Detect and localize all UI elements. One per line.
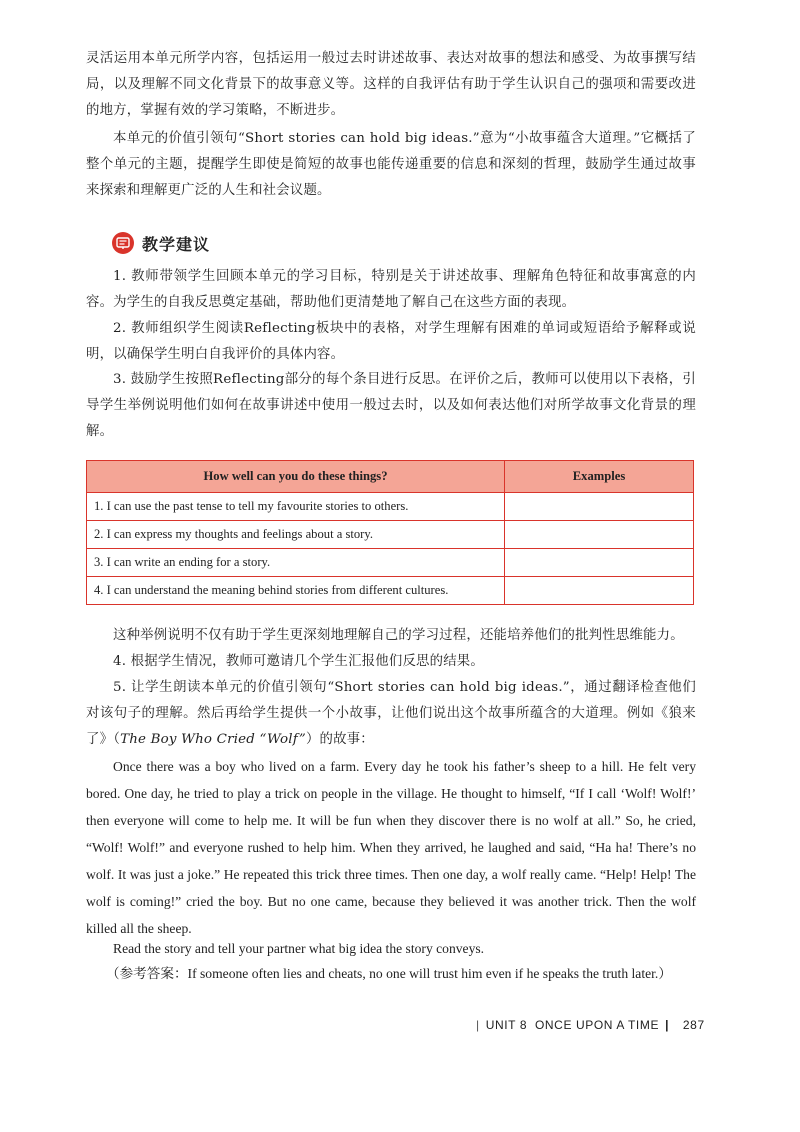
table-row — [87, 521, 694, 549]
suggestion-2: 2. 教师组织学生阅读Reflecting板块中的表格，对学生理解有困难的单词或短语给予解释或说明，以确保学生明白自我评价的具体内容。 — [86, 321, 696, 362]
self-evaluation-table — [86, 460, 694, 605]
table-header-abilities: How well can you do these things? — [87, 461, 505, 493]
footer-unit: UNIT 8 — [485, 1018, 528, 1032]
table-cell-example — [505, 549, 694, 577]
reference-answer: （参考答案：If someone often lies and cheats, no one will trust him even if he speaks the truth later.） — [106, 966, 672, 981]
table-cell-example — [505, 493, 694, 521]
story-title: The Boy Who Cried “Wolf” — [120, 732, 306, 747]
suggestion-5-text: 5. 让学生朗读本单元的价值引领句“Short stories can hold big ideas.”，通过翻译检查他们对该句子的理解。然后再给学生提供一个小故事，让他们说出这个故事所蕴含的大道理。例如《狼来了》（ — [86, 680, 696, 747]
table-header-row — [87, 461, 694, 493]
suggestion-4: 4. 根据学生情况，教师可邀请几个学生汇报他们反思的结果。 — [113, 654, 484, 669]
after-table-paragraph: 这种举例说明不仅有助于学生更深刻地理解自己的学习过程，还能培养他们的批判性思维能力。 — [113, 628, 684, 643]
table-row — [87, 577, 694, 605]
table-cell-ability: 2. I can express my thoughts and feelings about a story. — [87, 521, 505, 549]
table-cell-ability: 3. I can write an ending for a story. — [87, 549, 505, 577]
intro-continuation-paragraph: 灵活运用本单元所学内容，包括运用一般过去时讲述故事、表达对故事的想法和感受、为故事撰写结局，以及理解不同文化背景下的故事意义等。这样的自我评估有助于学生认识自己的强项和需要改进的地方，掌握有效的学习策略，不断进步。 — [86, 51, 696, 118]
suggestion-5-tail: ）的故事： — [305, 732, 374, 747]
table-cell-example — [505, 521, 694, 549]
suggestion-3: 3. 鼓励学生按照Reflecting部分的每个条目进行反思。在评价之后，教师可以使用以下表格，引导学生举例说明他们如何在故事讲述中使用一般过去时，以及如何表达他们对所学故事文化背景的理解。 — [86, 372, 696, 439]
suggestion-1: 1. 教师带领学生回顾本单元的学习目标，特别是关于讲述故事、理解角色特征和故事寓意的内容。为学生的自我反思奠定基础，帮助他们更清楚地了解自己在这些方面的表现。 — [86, 269, 696, 310]
story-text: Once there was a boy who lived on a farm. Every day he took his father’s sheep to a hill. He felt very bored. One day, he tried to play a trick on people in the village. He thought to himself, “If I call ‘Wolf! Wolf!’ then everyone will come to help me. It will be fun when they discover there is no wolf at all.” So, he cried, “Wolf! Wolf!” and everyone rushed to help him. When they arrived, he laughed and said, “Ha ha! There’s no wolf. It was just a joke.” He repeated this trick three times. Then one day, a wolf really came. “Help! Help! The wolf is coming!” cried the boy. But no one came, because they believed it was another trick. Then the wolf killed all the sheep. — [86, 759, 696, 936]
section-title: 教学建议 — [142, 234, 211, 254]
suggestion-5 — [86, 675, 696, 753]
table-row — [87, 549, 694, 577]
page-number: 287 — [682, 1018, 705, 1032]
section-heading — [112, 230, 210, 256]
table-header-examples: Examples — [505, 461, 694, 493]
footer-unit-title: ONCE UPON A TIME — [534, 1018, 660, 1032]
table-row — [87, 493, 694, 521]
teaching-suggestion-icon — [112, 232, 134, 254]
table-cell-ability: 4. I can understand the meaning behind stories from different cultures. — [87, 577, 505, 605]
page-footer: | UNIT 8 ONCE UPON A TIME | 287 — [476, 1018, 705, 1032]
value-quote-paragraph: 本单元的价值引领句“Short stories can hold big ideas.”意为“小故事蕴含大道理。”它概括了整个单元的主题，提醒学生即使是简短的故事也能传递重要的信息和深刻的哲理，鼓励学生通过故事来探索和理解更广泛的人生和社会议题。 — [86, 131, 696, 198]
table-cell-ability: 1. I can use the past tense to tell my favourite stories to others. — [87, 493, 505, 521]
table-cell-example — [505, 577, 694, 605]
story-task: Read the story and tell your partner what big idea the story conveys. — [113, 941, 485, 956]
